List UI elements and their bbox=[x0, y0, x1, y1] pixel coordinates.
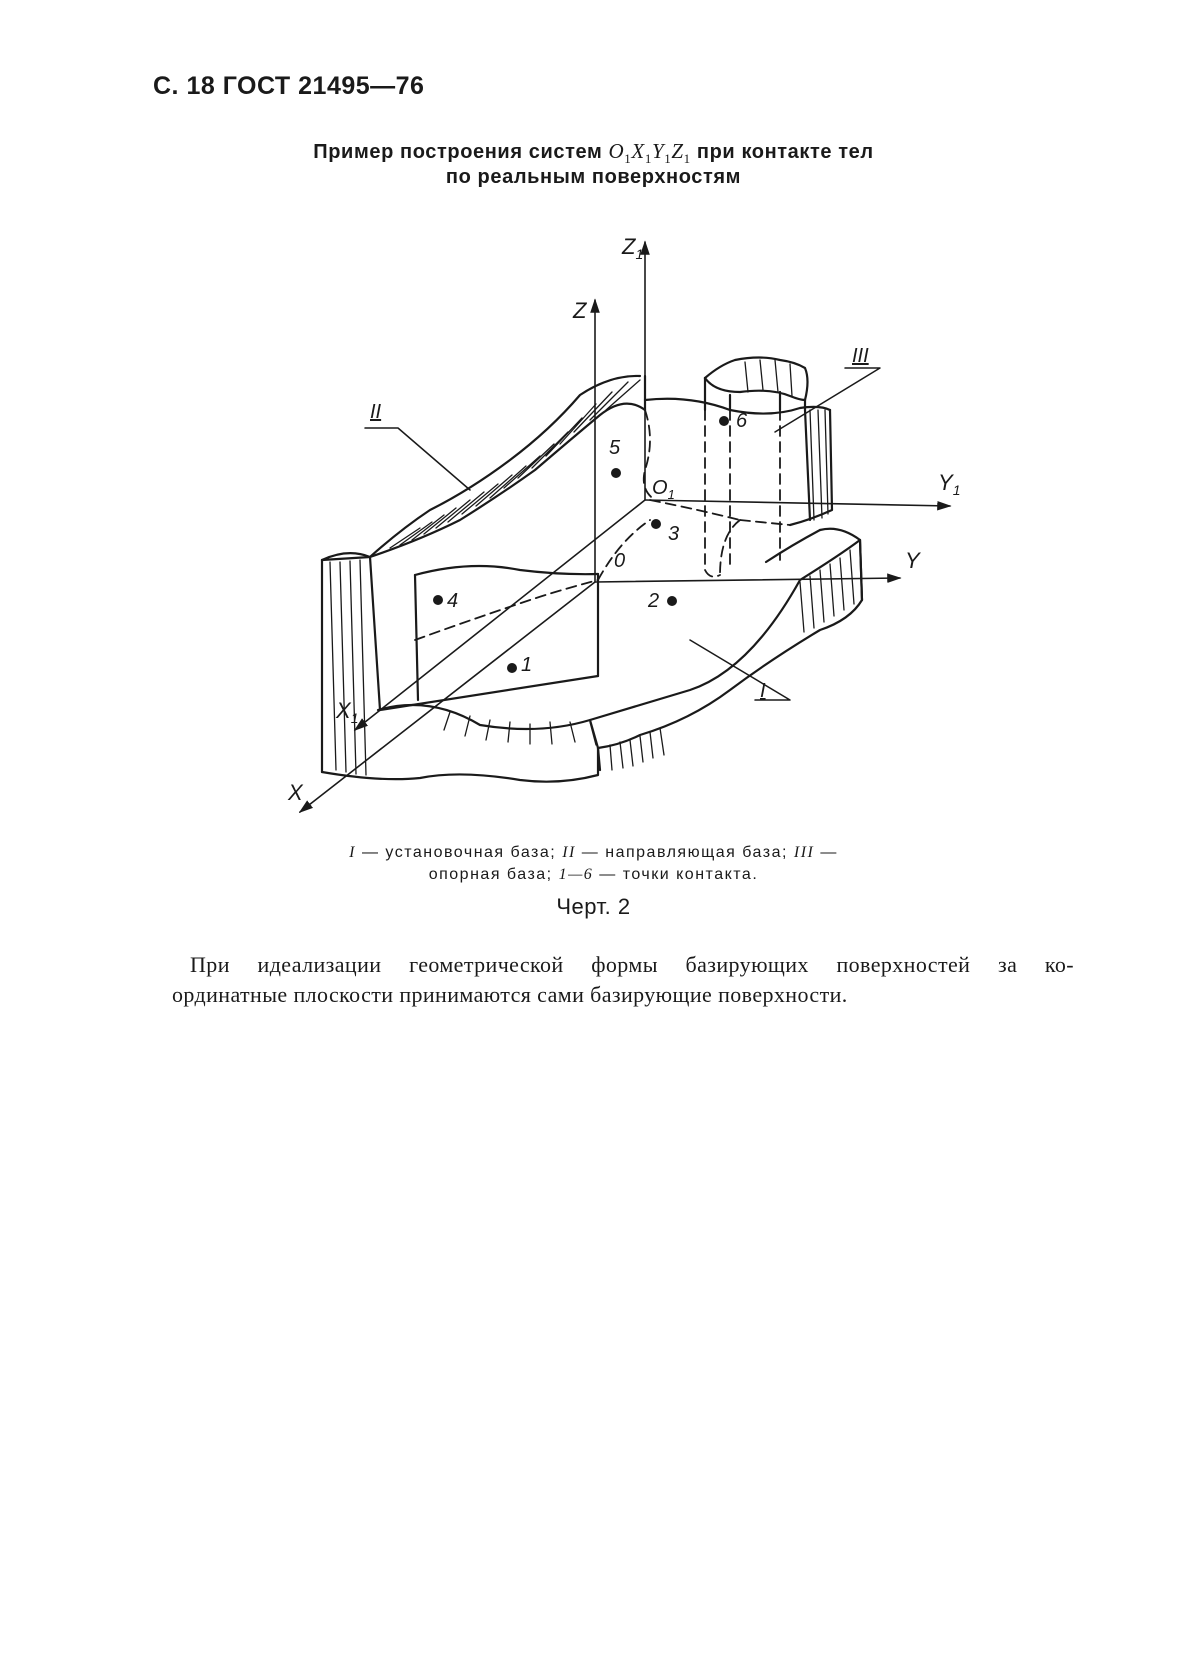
support-post-iii bbox=[705, 358, 808, 411]
base-plate-i bbox=[322, 529, 862, 782]
label-point-4: 4 bbox=[447, 590, 459, 612]
label-o: 0 bbox=[614, 550, 626, 572]
figure-caption-line-1: I — установочная база; II — направляющая база; III — bbox=[349, 844, 838, 861]
label-z1: $Z_1$ bbox=[622, 234, 644, 262]
contact-point-4 bbox=[433, 595, 443, 605]
contact-point-3 bbox=[651, 519, 661, 529]
label-point-2: 2 bbox=[648, 590, 660, 612]
paragraph-line-2: ординатные плоскости принимаются сами базирующие поверхности. bbox=[172, 982, 848, 1007]
label-base-iii: III bbox=[852, 345, 869, 367]
axis-y1 bbox=[645, 500, 950, 506]
contact-point-6 bbox=[719, 416, 729, 426]
contact-points bbox=[433, 416, 729, 673]
paragraph-line-1: При идеализации геометрической формы базирующих поверхностей за ко- bbox=[190, 952, 1074, 977]
coordinate-axes bbox=[300, 242, 950, 812]
label-point-5: 5 bbox=[609, 437, 621, 459]
contact-point-5 bbox=[611, 468, 621, 478]
label-z: Z bbox=[573, 298, 587, 323]
axis-y bbox=[595, 578, 900, 582]
label-point-1: 1 bbox=[521, 654, 533, 676]
wall-ii bbox=[322, 376, 645, 772]
figure-caption-line-2: опорная база; 1—6 — точки контакта. bbox=[428, 866, 759, 883]
hidden-edges bbox=[415, 410, 790, 640]
contact-point-1 bbox=[507, 663, 517, 673]
figure-number: Черт. 2 bbox=[556, 894, 631, 919]
label-y1: $Y_1$ bbox=[938, 470, 961, 498]
title-formula: $O_1X_1Y_1Z_1$ bbox=[608, 139, 691, 167]
title-text-after: при контакте тел bbox=[696, 141, 874, 163]
label-leaders bbox=[365, 368, 880, 700]
page-header: С. 18 ГОСТ 21495—76 bbox=[153, 72, 425, 100]
label-x1: $X_1$ bbox=[336, 698, 359, 726]
label-x: X bbox=[288, 780, 303, 805]
contact-point-2 bbox=[667, 596, 677, 606]
label-point-3: 3 bbox=[668, 523, 680, 545]
body-paragraph bbox=[172, 950, 1074, 1010]
title-text-before: Пример построения систем bbox=[313, 141, 603, 163]
label-point-6: 6 bbox=[736, 410, 748, 432]
axis-x1 bbox=[355, 500, 645, 730]
figure-title-line-2: по реальным поверхностям bbox=[445, 166, 742, 188]
label-base-i: I bbox=[760, 680, 766, 702]
label-o1: $O_1$ bbox=[652, 477, 675, 502]
label-y: Y bbox=[905, 548, 920, 573]
label-base-ii: II bbox=[370, 401, 382, 423]
